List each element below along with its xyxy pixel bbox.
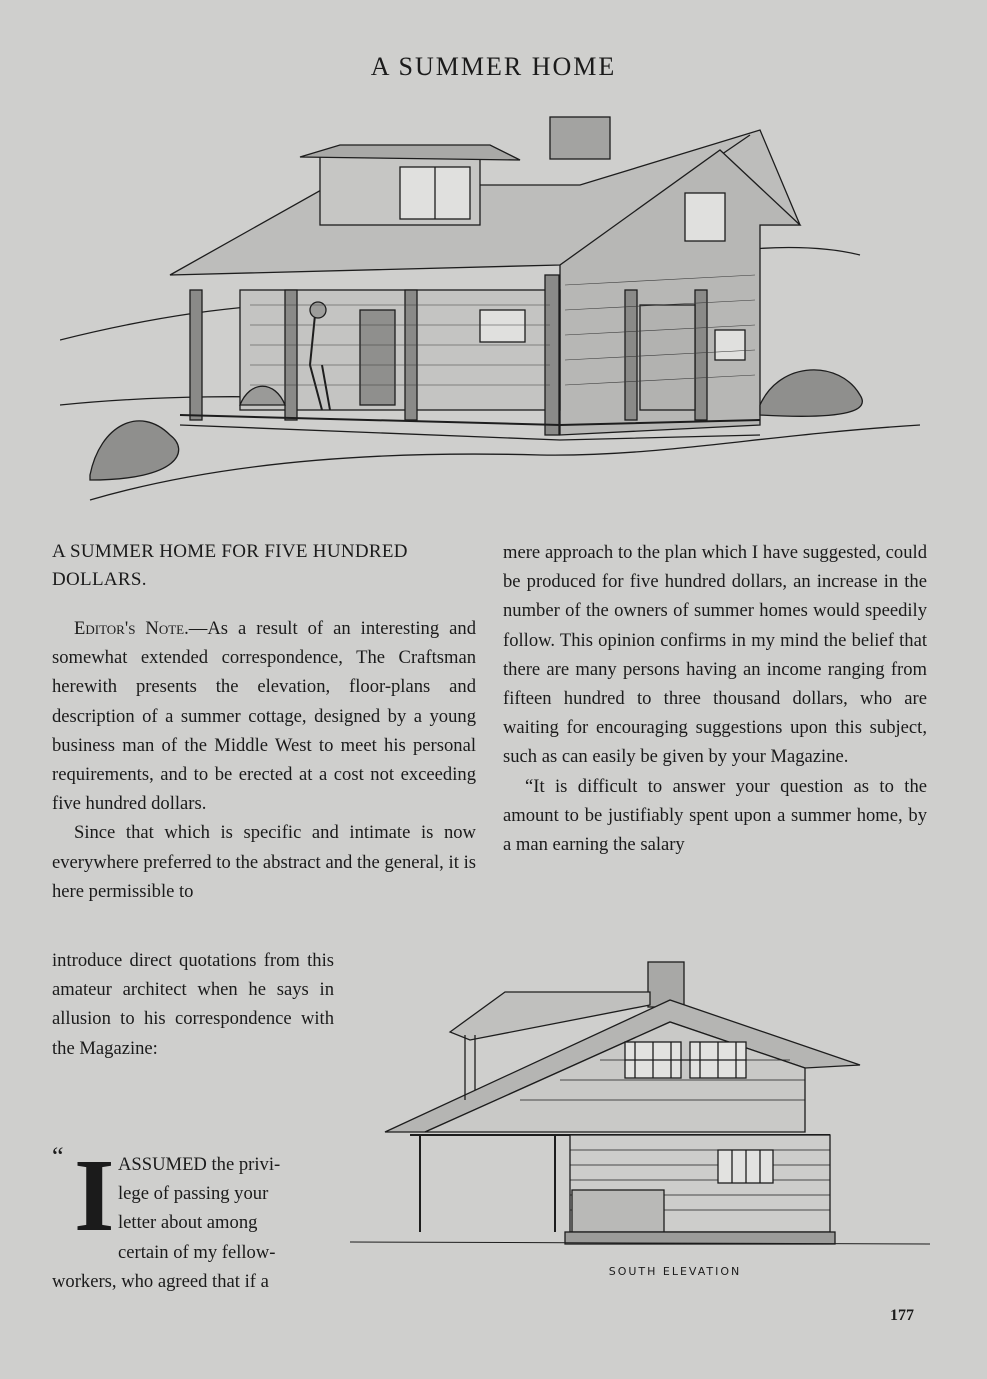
drop-cap-line: lege of passing your bbox=[118, 1183, 269, 1205]
paragraph-two-wide: Since that which is specific and intimate is now everywhere preferred to the abstract and the general, it is here permissible to bbox=[52, 822, 476, 902]
editor-note-label: Editor's Note. bbox=[74, 618, 189, 639]
cottage-perspective-illustration bbox=[60, 105, 920, 505]
south-elevation-drawing bbox=[350, 950, 930, 1255]
article-heading: A SUMMER HOME FOR FIVE HUNDRED DOLLARS. bbox=[52, 541, 408, 590]
editor-note-text: —As a result of an interesting and somewhat extended correspondence, The Craftsman herewith presents the elevation, floor-plans and description of a summer cottage, designed by a young business man of the Middle West to meet his personal requirements, and to be erected at a cost not exceeding five hundred dollars. bbox=[52, 618, 476, 815]
paragraph-two-narrow bbox=[52, 946, 334, 1063]
quotation-opening bbox=[52, 1138, 334, 1296]
elevation-caption: SOUTH ELEVATION bbox=[608, 1265, 742, 1278]
editor-note-paragraph bbox=[52, 614, 476, 818]
quotation-intro: introduce direct quotations from this amateur architect when he says in allusion to his correspondence with the Magazine: bbox=[52, 950, 334, 1059]
right-paragraph-one: mere approach to the plan which I have suggested, could be produced for five hundred dollars, an increase in the number of the owners of summer homes would speedily follow. This opinion confirms in my mind the belief that there are many persons having an income ranging from fifteen hundred to three thousand dollars, who are waiting for encouraging suggestions upon this subject, such as can easily be given by your Magazine. bbox=[503, 542, 927, 768]
drop-cap-line: certain of my fellow- bbox=[118, 1241, 276, 1263]
page-number: 177 bbox=[890, 1307, 914, 1324]
right-column bbox=[503, 538, 927, 859]
page-title: A SUMMER HOME bbox=[370, 52, 617, 81]
left-column bbox=[52, 538, 476, 906]
drop-cap-lines bbox=[52, 1150, 334, 1296]
drop-cap-line: ASSUMED the privi- bbox=[118, 1154, 281, 1175]
drop-cap-letter: I bbox=[74, 1138, 115, 1253]
right-paragraph-two: “It is difficult to answer your question as to the amount to be justifiably spent upon a summer home, by a man earning the salary bbox=[503, 775, 927, 856]
drop-cap-line: workers, who agreed that if a bbox=[52, 1270, 269, 1292]
opening-quote-mark: “ bbox=[52, 1142, 64, 1171]
drop-cap-line: letter about among bbox=[118, 1212, 258, 1234]
